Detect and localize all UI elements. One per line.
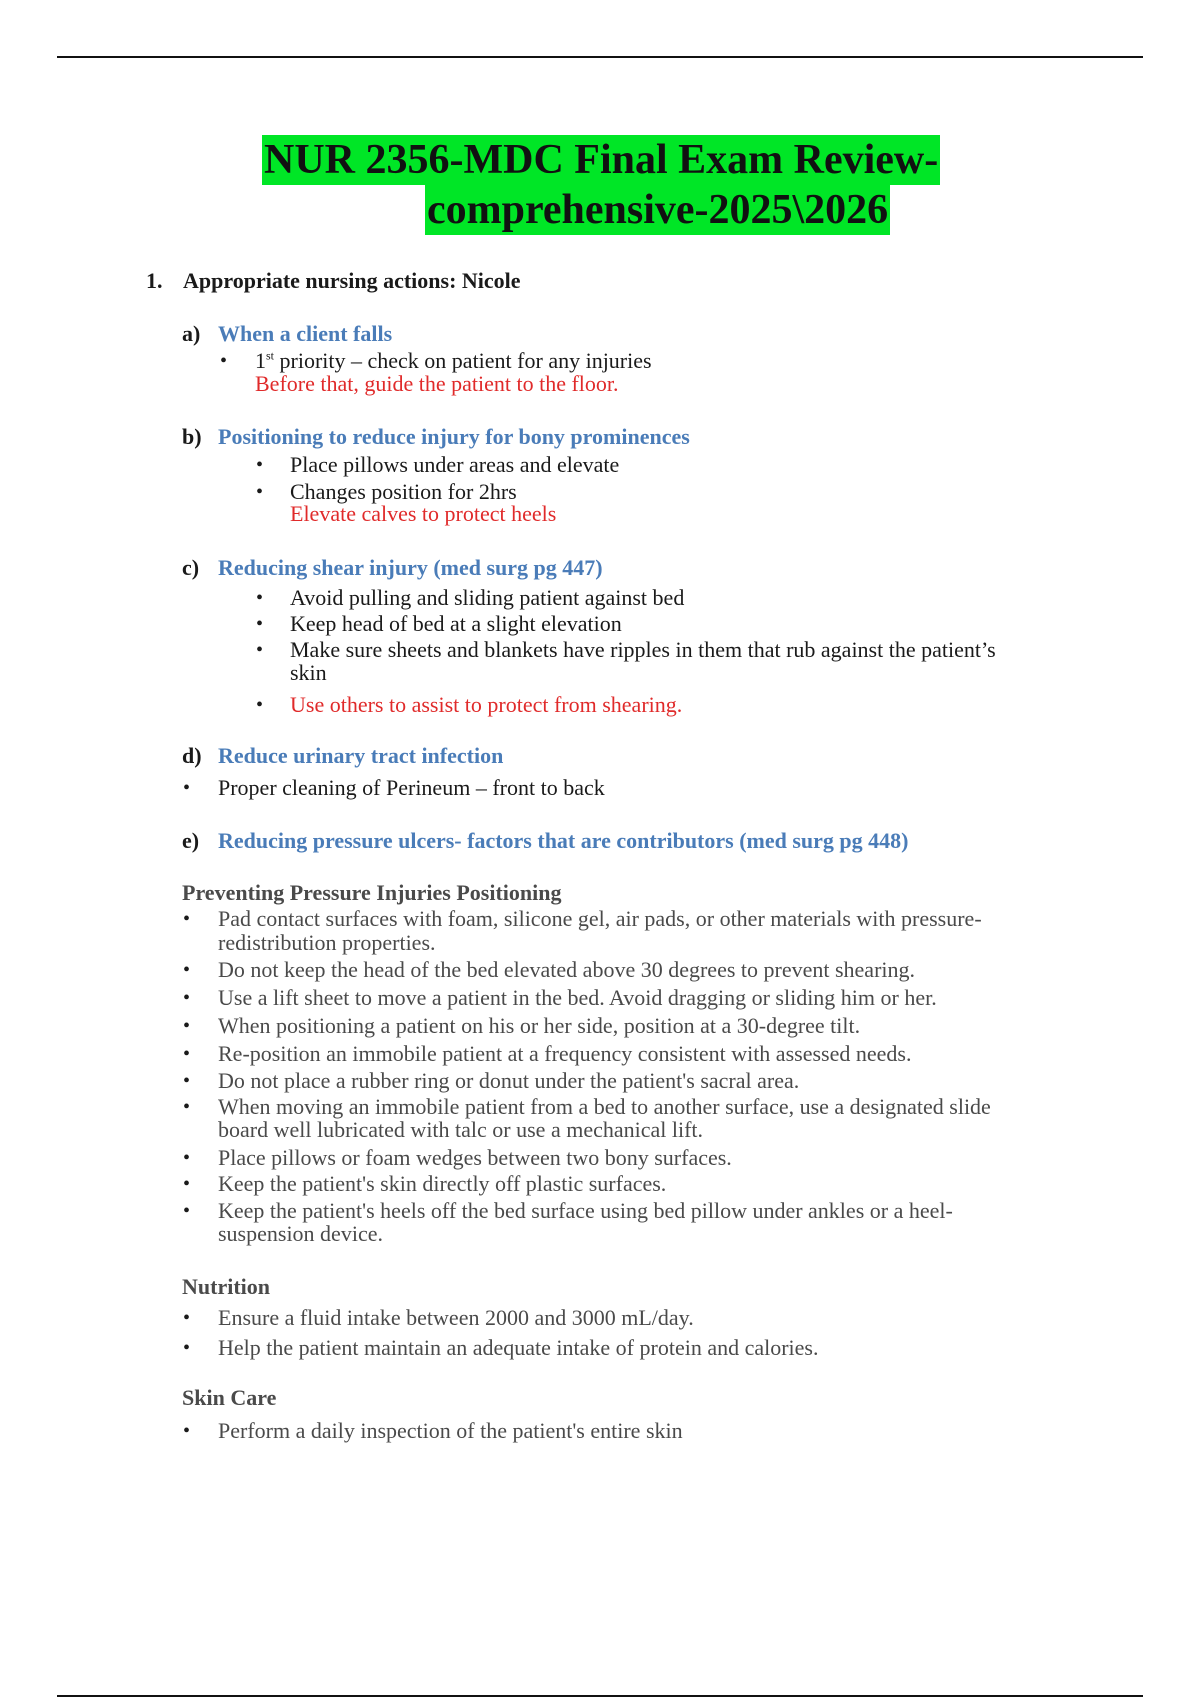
bullet: • xyxy=(256,587,264,609)
bullet: • xyxy=(183,1043,191,1065)
item-c-heading: Reducing shear injury (med surg pg 447) xyxy=(218,555,603,580)
item-e-heading: Reducing pressure ulcers- factors that are contributors (med surg pg 448) xyxy=(218,828,909,853)
bullet: • xyxy=(256,454,264,476)
bullet: • xyxy=(183,1337,191,1359)
item-a-point-num: 1 xyxy=(255,348,266,373)
bullet: • xyxy=(256,613,264,635)
bullet: • xyxy=(183,959,191,981)
item-c-point: Keep head of bed at a slight elevation xyxy=(290,611,622,636)
item-d-point: Proper cleaning of Perineum – front to back xyxy=(218,775,605,800)
item-b-heading: Positioning to reduce injury for bony prominences xyxy=(218,424,690,449)
bullet: • xyxy=(256,481,264,503)
positioning-line: Keep the patient's skin directly off plastic surfaces. xyxy=(218,1171,667,1196)
bullet: • xyxy=(183,1015,191,1037)
positioning-line: Do not place a rubber ring or donut under the patient's sacral area. xyxy=(218,1068,800,1093)
item-a-note: Before that, guide the patient to the floor. xyxy=(255,371,619,396)
positioning-line-continued: board well lubricated with talc or use a mechanical lift. xyxy=(218,1117,704,1142)
positioning-line: When positioning a patient on his or her side, position at a 30-degree tilt. xyxy=(218,1013,861,1038)
bullet: • xyxy=(183,1173,191,1195)
item-e-label: e) xyxy=(182,828,200,853)
positioning-line: Place pillows or foam wedges between two bony surfaces. xyxy=(218,1145,732,1170)
positioning-line: When moving an immobile patient from a bed to another surface, use a designated slide xyxy=(218,1094,991,1119)
item-b-point: Place pillows under areas and elevate xyxy=(290,452,620,477)
bullet: • xyxy=(183,908,191,930)
item-b-point: Changes position for 2hrs xyxy=(290,479,517,504)
top-rule xyxy=(57,56,1143,58)
item-b-note: Elevate calves to protect heels xyxy=(290,501,557,526)
bullet: • xyxy=(183,1147,191,1169)
nutrition-heading: Nutrition xyxy=(182,1274,270,1299)
item-d-heading: Reduce urinary tract infection xyxy=(218,743,504,768)
item-c-point-continued: skin xyxy=(290,660,327,685)
item-a-point-sup: st xyxy=(266,348,275,363)
item-c-note: Use others to assist to protect from shearing. xyxy=(290,692,683,717)
bullet: • xyxy=(183,1070,191,1092)
bullet: • xyxy=(183,1096,191,1118)
item-c-label: c) xyxy=(182,555,200,580)
item-b-label: b) xyxy=(182,424,202,449)
bullet: • xyxy=(183,1200,191,1222)
bullet: • xyxy=(183,1420,191,1442)
positioning-line: Use a lift sheet to move a patient in the bed. Avoid dragging or sliding him or her. xyxy=(218,985,937,1010)
item-c-point: Make sure sheets and blankets have ripples in them that rub against the patient’s xyxy=(290,637,996,662)
positioning-line-continued: redistribution properties. xyxy=(218,930,436,955)
title-line-1: NUR 2356-MDC Final Exam Review- xyxy=(264,137,939,183)
item-a-point xyxy=(255,349,652,373)
section-number: 1. xyxy=(146,268,163,293)
positioning-heading: Preventing Pressure Injuries Positioning xyxy=(182,880,562,905)
item-a-point-text: priority – check on patient for any injuries xyxy=(274,348,652,373)
nutrition-item: Ensure a fluid intake between 2000 and 3000 mL/day. xyxy=(218,1305,694,1330)
item-a-heading: When a client falls xyxy=(218,321,393,346)
positioning-line-continued: suspension device. xyxy=(218,1221,383,1246)
item-d-label: d) xyxy=(182,743,202,768)
bullet: • xyxy=(256,694,264,716)
bullet: • xyxy=(220,350,228,372)
skin-care-heading: Skin Care xyxy=(182,1385,277,1410)
positioning-line: Pad contact surfaces with foam, silicone gel, air pads, or other materials with pressure- xyxy=(218,906,982,931)
bullet: • xyxy=(183,777,191,799)
nutrition-item: Help the patient maintain an adequate intake of protein and calories. xyxy=(218,1335,819,1360)
positioning-line: Re-position an immobile patient at a frequency consistent with assessed needs. xyxy=(218,1041,912,1066)
positioning-line: Keep the patient's heels off the bed surface using bed pillow under ankles or a heel- xyxy=(218,1198,953,1223)
section-heading: Appropriate nursing actions: Nicole xyxy=(183,268,521,293)
bullet: • xyxy=(256,639,264,661)
positioning-line: Do not keep the head of the bed elevated above 30 degrees to prevent shearing. xyxy=(218,957,916,982)
item-a-label: a) xyxy=(182,321,201,346)
bullet: • xyxy=(183,1307,191,1329)
item-c-point: Avoid pulling and sliding patient against bed xyxy=(290,585,685,610)
bullet: • xyxy=(183,987,191,1009)
bottom-rule xyxy=(57,1695,1143,1697)
skin-care-item: Perform a daily inspection of the patient's entire skin xyxy=(218,1418,683,1443)
title-line-2: comprehensive-2025\2026 xyxy=(427,187,889,233)
